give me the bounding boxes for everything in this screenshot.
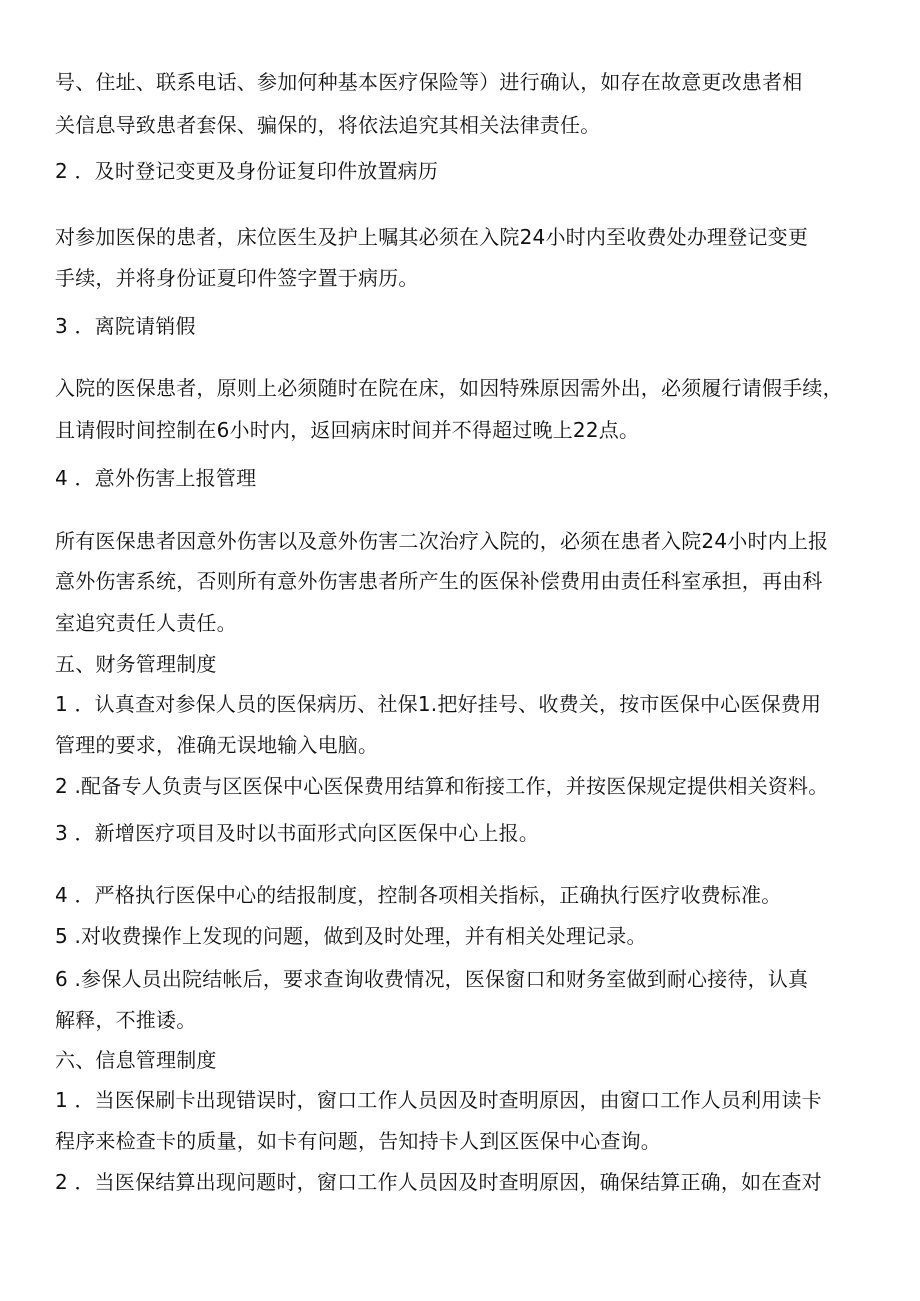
text-line: 且请假时间控制在6小时内，返回病床时间并不得超过晚上22点。 — [55, 418, 640, 442]
text-line: 2 .配备专人负责与区医保中心医保费用结算和衔接工作，并按医保规定提供相关资料。 — [55, 774, 829, 798]
text-line: 1 ．当医保刷卡出现错误时，窗口工作人员因及时查明原因，由窗口工作人员利用读卡 — [55, 1088, 822, 1112]
item-heading: 2 ．及时登记变更及身份证复印件放置病历 — [55, 159, 439, 183]
text-line: 解释，不推诿。 — [55, 1008, 197, 1032]
text-line: 1 ．认真查对参保人员的医保病历、社保1.把好挂号、收费关，按市医保中心医保费用 — [55, 692, 822, 716]
text-line: 管理的要求，准确无误地输入电脑。 — [55, 733, 379, 757]
section-heading: 六、信息管理制度 — [55, 1048, 217, 1072]
item-heading: 4 ．意外伤害上报管理 — [55, 466, 257, 490]
text-line: 4 ．严格执行医保中心的结报制度，控制各项相关指标，正确执行医疗收费标准。 — [55, 883, 782, 907]
item-heading: 3 ．离院请销假 — [55, 314, 196, 338]
text-line: 5 .对收费操作上发现的问题，做到及时处理，并有相关处理记录。 — [55, 924, 647, 948]
text-line: 所有医保患者因意外伤害以及意外伤害二次治疗入院的，必须在患者入院24小时内上报 — [55, 529, 829, 553]
text-line: 手续，并将身份证夏印件签字置于病历。 — [55, 266, 419, 290]
text-line: 号、住址、联系电话、参加何种基本医疗保险等）进行确认，如存在故意更改患者相 — [55, 70, 803, 94]
section-heading: 五、财务管理制度 — [55, 652, 217, 676]
text-line: 关信息导致患者套保、骗保的，将依法追究其相关法律责任。 — [55, 113, 601, 137]
text-line: 对参加医保的患者，床位医生及护上嘱其必须在入院24小时内至收费处办理登记变更 — [55, 225, 809, 249]
text-line: 室追究责任人责任。 — [55, 611, 237, 635]
text-line: 入院的医保患者，原则上必须随时在院在床，如因特殊原因需外出，必须履行请假手续， — [55, 376, 843, 400]
text-line: 2 ．当医保结算出现问题时，窗口工作人员因及时查明原因，确保结算正确，如在查对 — [55, 1170, 822, 1194]
text-line: 程序来检查卡的质量，如卡有问题，告知持卡人到区医保中心查询。 — [55, 1129, 661, 1153]
text-line: 3 ．新增医疗项目及时以书面形式向区医保中心上报。 — [55, 821, 540, 845]
text-line: 意外伤害系统，否则所有意外伤害患者所产生的医保补偿费用由责任科室承担，再由科 — [55, 569, 823, 593]
text-line: 6 .参保人员出院结帐后，要求查询收费情况，医保窗口和财务室做到耐心接待，认真 — [55, 967, 809, 991]
